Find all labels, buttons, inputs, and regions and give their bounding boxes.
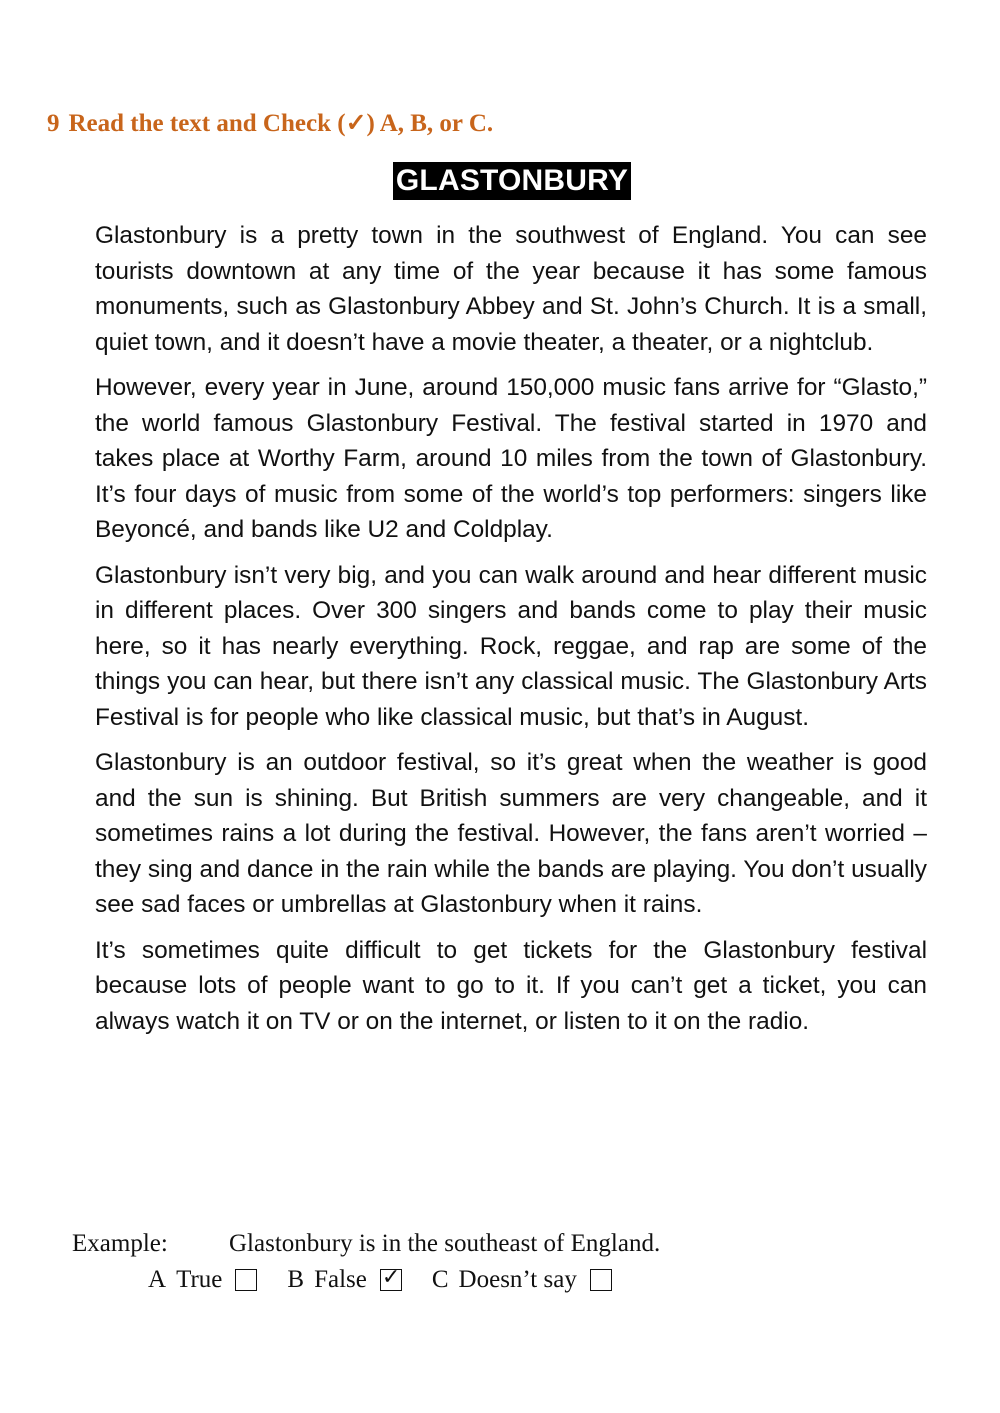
- article-title: GLASTONBURY: [393, 162, 631, 200]
- option-c: [432, 1266, 612, 1294]
- option-b-checkbox[interactable]: [380, 1265, 402, 1291]
- article-body: [95, 218, 927, 1049]
- option-b: [287, 1266, 401, 1294]
- paragraph-4: Glastonbury is an outdoor festival, so it’s great when the weather is good and the sun is shining. But British summers are very changeable, and it sometimes rains a lot during the festival. However, the fans aren’t worried – they sing and dance in the rain while the bands are playing. You don’t usually see sad faces or umbrellas at Glastonbury when it rains.: [95, 749, 927, 918]
- option-a-text: True: [176, 1266, 223, 1293]
- option-b-letter: B: [287, 1266, 305, 1293]
- option-a: [148, 1266, 257, 1294]
- paragraph-5: It’s sometimes quite difficult to get tickets for the Glastonbury festival because lots of people want to go to it. If you can’t get a ticket, you can always watch it on TV or on the internet, or listen to it on the radio.: [95, 936, 927, 1035]
- paragraph-2: However, every year in June, around 150,000 music fans arrive for “Glasto,” the world famous Glastonbury Festival. The festival started in 1970 and takes place at Worthy Farm, around 10 miles from the town of Glastonbury. It’s four days of music from some of the world’s top performers: singers like Beyoncé, and bands like U2 and Coldplay.: [95, 374, 927, 543]
- exercise-number: 9: [47, 110, 60, 137]
- exercise-instruction-text: Read the text and Check (✓) A, B, or C.: [68, 110, 494, 137]
- example-row: [72, 1230, 660, 1258]
- option-c-checkbox[interactable]: [590, 1269, 612, 1291]
- title-container: [0, 162, 1000, 200]
- option-c-text: Doesn’t say: [458, 1266, 577, 1293]
- option-c-letter: C: [431, 1266, 449, 1293]
- paragraph-1: Glastonbury is a pretty town in the southwest of England. You can see tourists downtown at any time of the year because it has some famous monuments, such as Glastonbury Abbey and St. John’s Church. It is a small, quiet town, and it doesn’t have a movie theater, a theater, or a nightclub.: [95, 222, 927, 356]
- exercise-instruction: [47, 108, 493, 138]
- option-a-letter: A: [148, 1266, 167, 1293]
- paragraph-3: Glastonbury isn’t very big, and you can walk around and hear different music in different places. Over 300 singers and bands come to play their music here, so it has nearly everything. Rock, reggae, and rap are some of the things you can hear, but there isn’t any classical music. The Glastonbury Arts Festival is for people who like classical music, but that’s in August.: [95, 561, 927, 731]
- option-b-text: False: [314, 1266, 367, 1293]
- option-a-checkbox[interactable]: [235, 1269, 257, 1291]
- option-b-check-mark: ✓: [381, 1265, 401, 1290]
- example-options: [148, 1266, 612, 1294]
- example-label: Example:: [72, 1230, 168, 1257]
- example-statement: Glastonbury is in the southeast of England.: [229, 1230, 661, 1257]
